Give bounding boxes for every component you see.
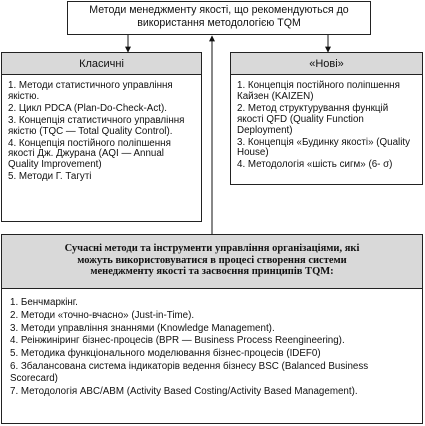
classic-methods-box xyxy=(1,52,202,222)
new-methods-list xyxy=(231,75,422,171)
modern-methods-header xyxy=(2,235,422,289)
list-item: 2. Цикл PDCA (Plan-Do-Check-Act). xyxy=(8,102,167,114)
classic-methods-title: Класичні xyxy=(79,58,124,70)
list-item: 2. Методи «точно-вчасно» (Just-in-Time). xyxy=(10,309,195,321)
list-item: 3. Концепція «Будинку якості» (Quality House) xyxy=(237,136,411,159)
list-item: 1. Концепція постійного поліпшення Кайзен (KAIZEN) xyxy=(237,80,400,102)
new-methods-title: «Нові» xyxy=(309,58,344,70)
new-methods-header xyxy=(231,53,422,75)
modern-methods-box xyxy=(1,234,423,424)
list-item: 1. Бенчмаркінг. xyxy=(10,297,78,308)
list-item: 6. Збалансована система індикаторів ведення бізнесу BSC (Balanced Business Scorecard) xyxy=(10,360,369,384)
list-item: 4. Концепція постійного поліпшення якості Дж. Джурана (AQI — Annual Quality Improvement) xyxy=(8,137,171,171)
list-item: 7. Методологія ABC/ABM (Activity Based Costing/Activity Based Management). xyxy=(10,385,358,397)
new-methods-box xyxy=(230,52,423,185)
list-item: 5. Методи Г. Тагуті xyxy=(8,171,92,183)
modern-methods-title: Сучасні методи та інструменти управління організаціями, які можуть використовуватися в процесі створення системи менеджменту якості та засвоєння принципів TQM: xyxy=(64,243,360,278)
tqm-methods-box xyxy=(67,1,371,35)
list-item: 5. Методика функціонального моделювання бізнес-процесів (IDEF0) xyxy=(10,348,321,360)
list-item: 4. Реінжиніринг бізнес-процесів (BPR — Business Process Reengineering). xyxy=(10,335,345,347)
list-item: 3. Концепція статистичного управління якістю (TQC — Total Quality Control). xyxy=(8,114,185,137)
classic-methods-list xyxy=(2,75,201,183)
classic-methods-header xyxy=(2,53,201,75)
list-item: 4. Методологія «шість сигм» (6- σ) xyxy=(237,159,393,171)
list-item: 3. Методи управління знаннями (Knowledge Management). xyxy=(10,322,275,334)
list-item: 2. Метод структурування функцій якості QFD (Quality Function Deployment) xyxy=(237,102,389,136)
tqm-methods-title: Методи менеджменту якості, що рекомендуються до використання методологією TQM xyxy=(89,4,349,29)
modern-methods-list xyxy=(2,289,422,397)
list-item: 1. Методи статистичного управління якістю. xyxy=(8,80,173,102)
